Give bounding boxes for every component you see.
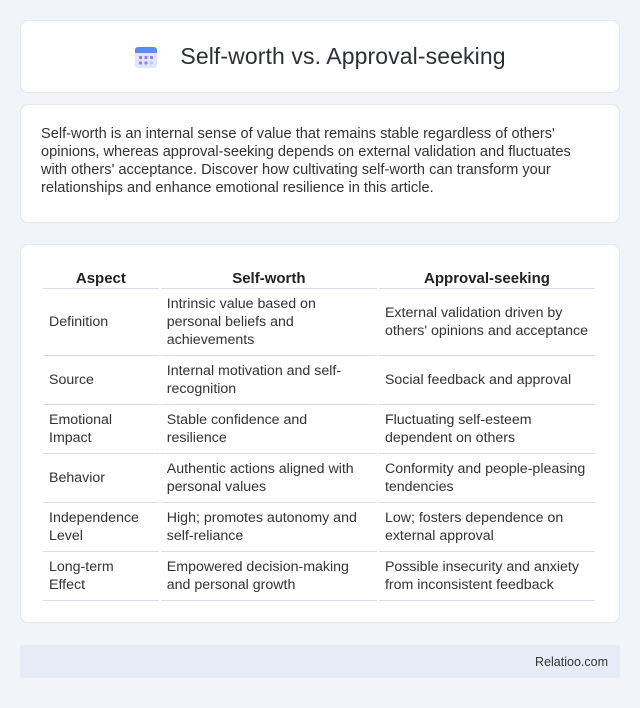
row-self-worth: Authentic actions aligned with personal values — [161, 454, 377, 503]
table-row — [43, 552, 595, 601]
row-self-worth: Stable confidence and resilience — [161, 405, 377, 454]
row-self-worth: Intrinsic value based on personal beliefs and achievements — [161, 289, 377, 356]
intro-paragraph: Self-worth is an internal sense of value that remains stable regardless of others' opinions, whereas approval-seeking depends on external validation and fluctuates with others' acceptance. Discover how cultivating self-worth can transform your relationships and enhance emotional resilience in this article. — [41, 126, 571, 196]
table-header-row — [43, 263, 595, 289]
row-aspect: Source — [43, 356, 159, 405]
table-row — [43, 405, 595, 454]
table-row — [43, 289, 595, 356]
page-title: Self-worth vs. Approval-seeking — [180, 43, 506, 69]
row-approval-seeking: Conformity and people-pleasing tendencies — [379, 454, 595, 503]
row-aspect: Behavior — [43, 454, 159, 503]
row-aspect: Emotional Impact — [43, 405, 159, 454]
row-approval-seeking: Fluctuating self-esteem dependent on others — [379, 405, 595, 454]
title-card — [20, 20, 620, 93]
comparison-card — [20, 244, 620, 623]
row-aspect: Independence Level — [43, 503, 159, 552]
comparison-table — [41, 263, 597, 601]
calendar-icon — [134, 45, 158, 69]
footer-bar — [20, 645, 620, 678]
row-approval-seeking: External validation driven by others' opinions and acceptance — [379, 289, 595, 356]
row-approval-seeking: Possible insecurity and anxiety from inconsistent feedback — [379, 552, 595, 601]
footer-brand: Relatioo.com — [535, 654, 608, 669]
intro-card — [20, 104, 620, 223]
table-row — [43, 503, 595, 552]
table-row — [43, 356, 595, 405]
table-row — [43, 454, 595, 503]
row-approval-seeking: Low; fosters dependence on external approval — [379, 503, 595, 552]
header-aspect: Aspect — [43, 263, 159, 289]
row-aspect: Long-term Effect — [43, 552, 159, 601]
header-self-worth: Self-worth — [161, 263, 377, 289]
row-aspect: Definition — [43, 289, 159, 356]
row-self-worth: Internal motivation and self-recognition — [161, 356, 377, 405]
header-approval-seeking: Approval-seeking — [379, 263, 595, 289]
row-self-worth: High; promotes autonomy and self-reliance — [161, 503, 377, 552]
row-self-worth: Empowered decision-making and personal growth — [161, 552, 377, 601]
row-approval-seeking: Social feedback and approval — [379, 356, 595, 405]
